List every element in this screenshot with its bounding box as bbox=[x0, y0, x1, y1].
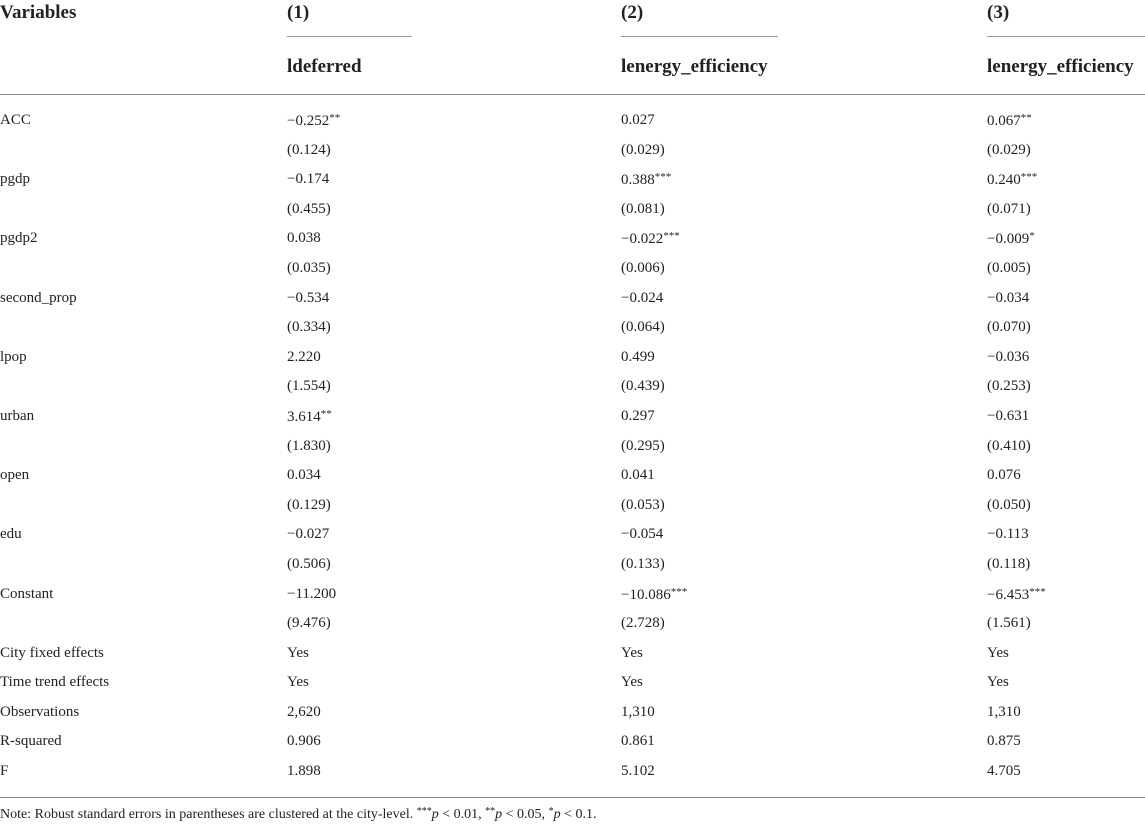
note-stars: *** bbox=[416, 806, 432, 817]
table-row-se bbox=[0, 609, 1145, 639]
cell-col-1: 0.034 bbox=[287, 467, 321, 484]
cell-col-3: Yes bbox=[987, 644, 1009, 661]
row-label: pgdp2 bbox=[0, 230, 38, 247]
cell-col-2: 0.027 bbox=[621, 112, 655, 128]
row-label: urban bbox=[0, 407, 35, 424]
cell-col-3: (0.253) bbox=[987, 378, 1031, 395]
table-row-se bbox=[0, 254, 1145, 284]
cell-col-3: −6.453*** bbox=[987, 585, 1046, 603]
column-2-underline bbox=[621, 36, 778, 37]
cell-col-1: 2,620 bbox=[287, 703, 321, 720]
cell-col-2: −0.022*** bbox=[621, 230, 680, 248]
table-note bbox=[0, 806, 596, 823]
cell-col-3: (0.070) bbox=[987, 319, 1031, 336]
table-row bbox=[0, 639, 1145, 669]
column-2-dependent: lenergy_efficiency bbox=[621, 56, 768, 77]
cell-col-2: 0.499 bbox=[621, 348, 655, 365]
significance-stars: *** bbox=[654, 171, 672, 184]
column-1-dependent: ldeferred bbox=[287, 56, 362, 77]
cell-col-1: (0.506) bbox=[287, 555, 331, 572]
cell-col-3: −0.113 bbox=[987, 526, 1029, 543]
cell-col-2: (2.728) bbox=[621, 615, 665, 632]
cell-col-3: −0.009* bbox=[987, 230, 1035, 248]
significance-stars: *** bbox=[663, 230, 680, 243]
cell-col-1: −11.200 bbox=[287, 585, 337, 602]
table-row bbox=[0, 727, 1145, 757]
table-row-se bbox=[0, 195, 1145, 225]
header-rule bbox=[0, 94, 1145, 95]
row-label: edu bbox=[0, 526, 22, 543]
cell-col-2: (0.064) bbox=[621, 319, 665, 336]
cell-col-3: 4.705 bbox=[987, 763, 1021, 780]
cell-col-3: 0.067** bbox=[987, 112, 1032, 129]
cell-col-2: 0.297 bbox=[621, 407, 655, 424]
cell-col-3: 0.240*** bbox=[987, 171, 1038, 189]
column-3-dependent: lenergy_efficiency bbox=[987, 56, 1134, 77]
row-label: Constant bbox=[0, 585, 54, 602]
cell-col-2: Yes bbox=[621, 674, 643, 691]
cell-col-3: 1,310 bbox=[987, 703, 1021, 720]
cell-col-2: (0.133) bbox=[621, 555, 665, 572]
cell-col-3: (0.050) bbox=[987, 496, 1031, 513]
note-threshold: < 0.05, bbox=[502, 807, 549, 822]
table-row bbox=[0, 284, 1145, 314]
significance-stars: *** bbox=[670, 585, 688, 598]
cell-col-1: −0.174 bbox=[287, 171, 330, 188]
table-row bbox=[0, 461, 1145, 491]
cell-col-3: (0.029) bbox=[987, 141, 1031, 158]
cell-col-1: 1.898 bbox=[287, 763, 321, 780]
cell-col-2: 1,310 bbox=[621, 703, 655, 720]
cell-col-2: (0.053) bbox=[621, 496, 665, 513]
cell-col-1: Yes bbox=[287, 674, 309, 691]
row-label: Time trend effects bbox=[0, 674, 110, 691]
note-stars: * bbox=[548, 806, 554, 817]
cell-col-1: (0.129) bbox=[287, 496, 331, 513]
cell-col-2: (0.081) bbox=[621, 200, 665, 217]
significance-stars: ** bbox=[1020, 112, 1032, 124]
cell-col-2: Yes bbox=[621, 644, 643, 661]
cell-col-2: −0.054 bbox=[621, 526, 664, 543]
column-3-number: (3) bbox=[987, 2, 1010, 23]
cell-col-1: −0.252** bbox=[287, 112, 341, 129]
table-row bbox=[0, 757, 1145, 787]
table-row bbox=[0, 224, 1145, 254]
row-label: R-squared bbox=[0, 733, 62, 750]
cell-col-3: (0.410) bbox=[987, 437, 1031, 454]
cell-col-3: (1.561) bbox=[987, 615, 1031, 632]
cell-col-1: 0.038 bbox=[287, 230, 321, 247]
note-p: p bbox=[553, 807, 561, 822]
row-label: City fixed effects bbox=[0, 644, 104, 661]
variables-header: Variables bbox=[0, 2, 77, 23]
significance-stars: ** bbox=[320, 407, 332, 420]
cell-col-2: (0.029) bbox=[621, 141, 665, 158]
significance-stars: *** bbox=[1029, 585, 1046, 598]
cell-col-1: 3.614** bbox=[287, 407, 332, 425]
row-label: lpop bbox=[0, 348, 27, 365]
row-label: Observations bbox=[0, 703, 80, 720]
bottom-rule bbox=[0, 797, 1145, 798]
cell-col-1: (9.476) bbox=[287, 615, 331, 632]
cell-col-1: 2.220 bbox=[287, 348, 321, 365]
table-row bbox=[0, 343, 1145, 373]
cell-col-2: 0.388*** bbox=[621, 171, 672, 189]
table-row-se bbox=[0, 372, 1145, 402]
note-stars: ** bbox=[485, 806, 496, 817]
cell-col-2: (0.295) bbox=[621, 437, 665, 454]
column-3-underline bbox=[987, 36, 1145, 37]
column-1-underline bbox=[287, 36, 412, 37]
note-p: p bbox=[431, 807, 439, 822]
cell-col-1: (0.334) bbox=[287, 319, 331, 336]
row-label: F bbox=[0, 763, 9, 780]
table-row-se bbox=[0, 313, 1145, 343]
cell-col-1: (0.035) bbox=[287, 259, 331, 276]
table-row-se bbox=[0, 136, 1145, 166]
cell-col-1: (0.124) bbox=[287, 141, 331, 158]
row-label: second_prop bbox=[0, 289, 77, 306]
column-1-number: (1) bbox=[287, 2, 310, 23]
cell-col-3: −0.034 bbox=[987, 289, 1030, 306]
row-label: open bbox=[0, 467, 30, 484]
cell-col-1: (1.554) bbox=[287, 378, 331, 395]
table-row bbox=[0, 165, 1145, 195]
cell-col-1: (1.830) bbox=[287, 437, 331, 454]
cell-col-2: −0.024 bbox=[621, 289, 664, 306]
row-label: ACC bbox=[0, 112, 31, 128]
cell-col-3: −0.631 bbox=[987, 407, 1030, 424]
table-row-se bbox=[0, 432, 1145, 462]
table-row bbox=[0, 520, 1145, 550]
cell-col-1: Yes bbox=[287, 644, 309, 661]
note-threshold: < 0.01, bbox=[438, 807, 486, 822]
column-2-number: (2) bbox=[621, 2, 644, 23]
table-row-se bbox=[0, 491, 1145, 521]
cell-col-3: −0.036 bbox=[987, 348, 1030, 365]
significance-stars: ** bbox=[329, 112, 341, 124]
cell-col-2: −10.086*** bbox=[621, 585, 688, 603]
table-row bbox=[0, 668, 1145, 698]
table-body bbox=[0, 106, 1145, 787]
cell-col-3: (0.005) bbox=[987, 259, 1031, 276]
row-label: pgdp bbox=[0, 171, 30, 188]
significance-stars: * bbox=[1029, 230, 1035, 243]
cell-col-1: −0.534 bbox=[287, 289, 330, 306]
cell-col-2: (0.006) bbox=[621, 259, 665, 276]
table-row-se bbox=[0, 550, 1145, 580]
cell-col-2: 0.041 bbox=[621, 467, 655, 484]
note-p: p bbox=[495, 807, 503, 822]
cell-col-2: 0.861 bbox=[621, 733, 655, 750]
cell-col-1: 0.906 bbox=[287, 733, 321, 750]
table-row bbox=[0, 402, 1145, 432]
table-row bbox=[0, 698, 1145, 728]
table-row bbox=[0, 580, 1145, 610]
cell-col-2: 5.102 bbox=[621, 763, 655, 780]
cell-col-3: Yes bbox=[987, 674, 1009, 691]
note-threshold: < 0.1. bbox=[560, 807, 597, 822]
cell-col-3: (0.118) bbox=[987, 555, 1031, 572]
cell-col-2: (0.439) bbox=[621, 378, 665, 395]
significance-stars: *** bbox=[1020, 171, 1038, 184]
cell-col-3: (0.071) bbox=[987, 200, 1031, 217]
note-text: Note: Robust standard errors in parentheses are clustered at the city-level. bbox=[0, 807, 417, 822]
cell-col-1: −0.027 bbox=[287, 526, 330, 543]
cell-col-3: 0.875 bbox=[987, 733, 1021, 750]
cell-col-3: 0.076 bbox=[987, 467, 1021, 484]
cell-col-1: (0.455) bbox=[287, 200, 331, 217]
table-row bbox=[0, 106, 1145, 136]
